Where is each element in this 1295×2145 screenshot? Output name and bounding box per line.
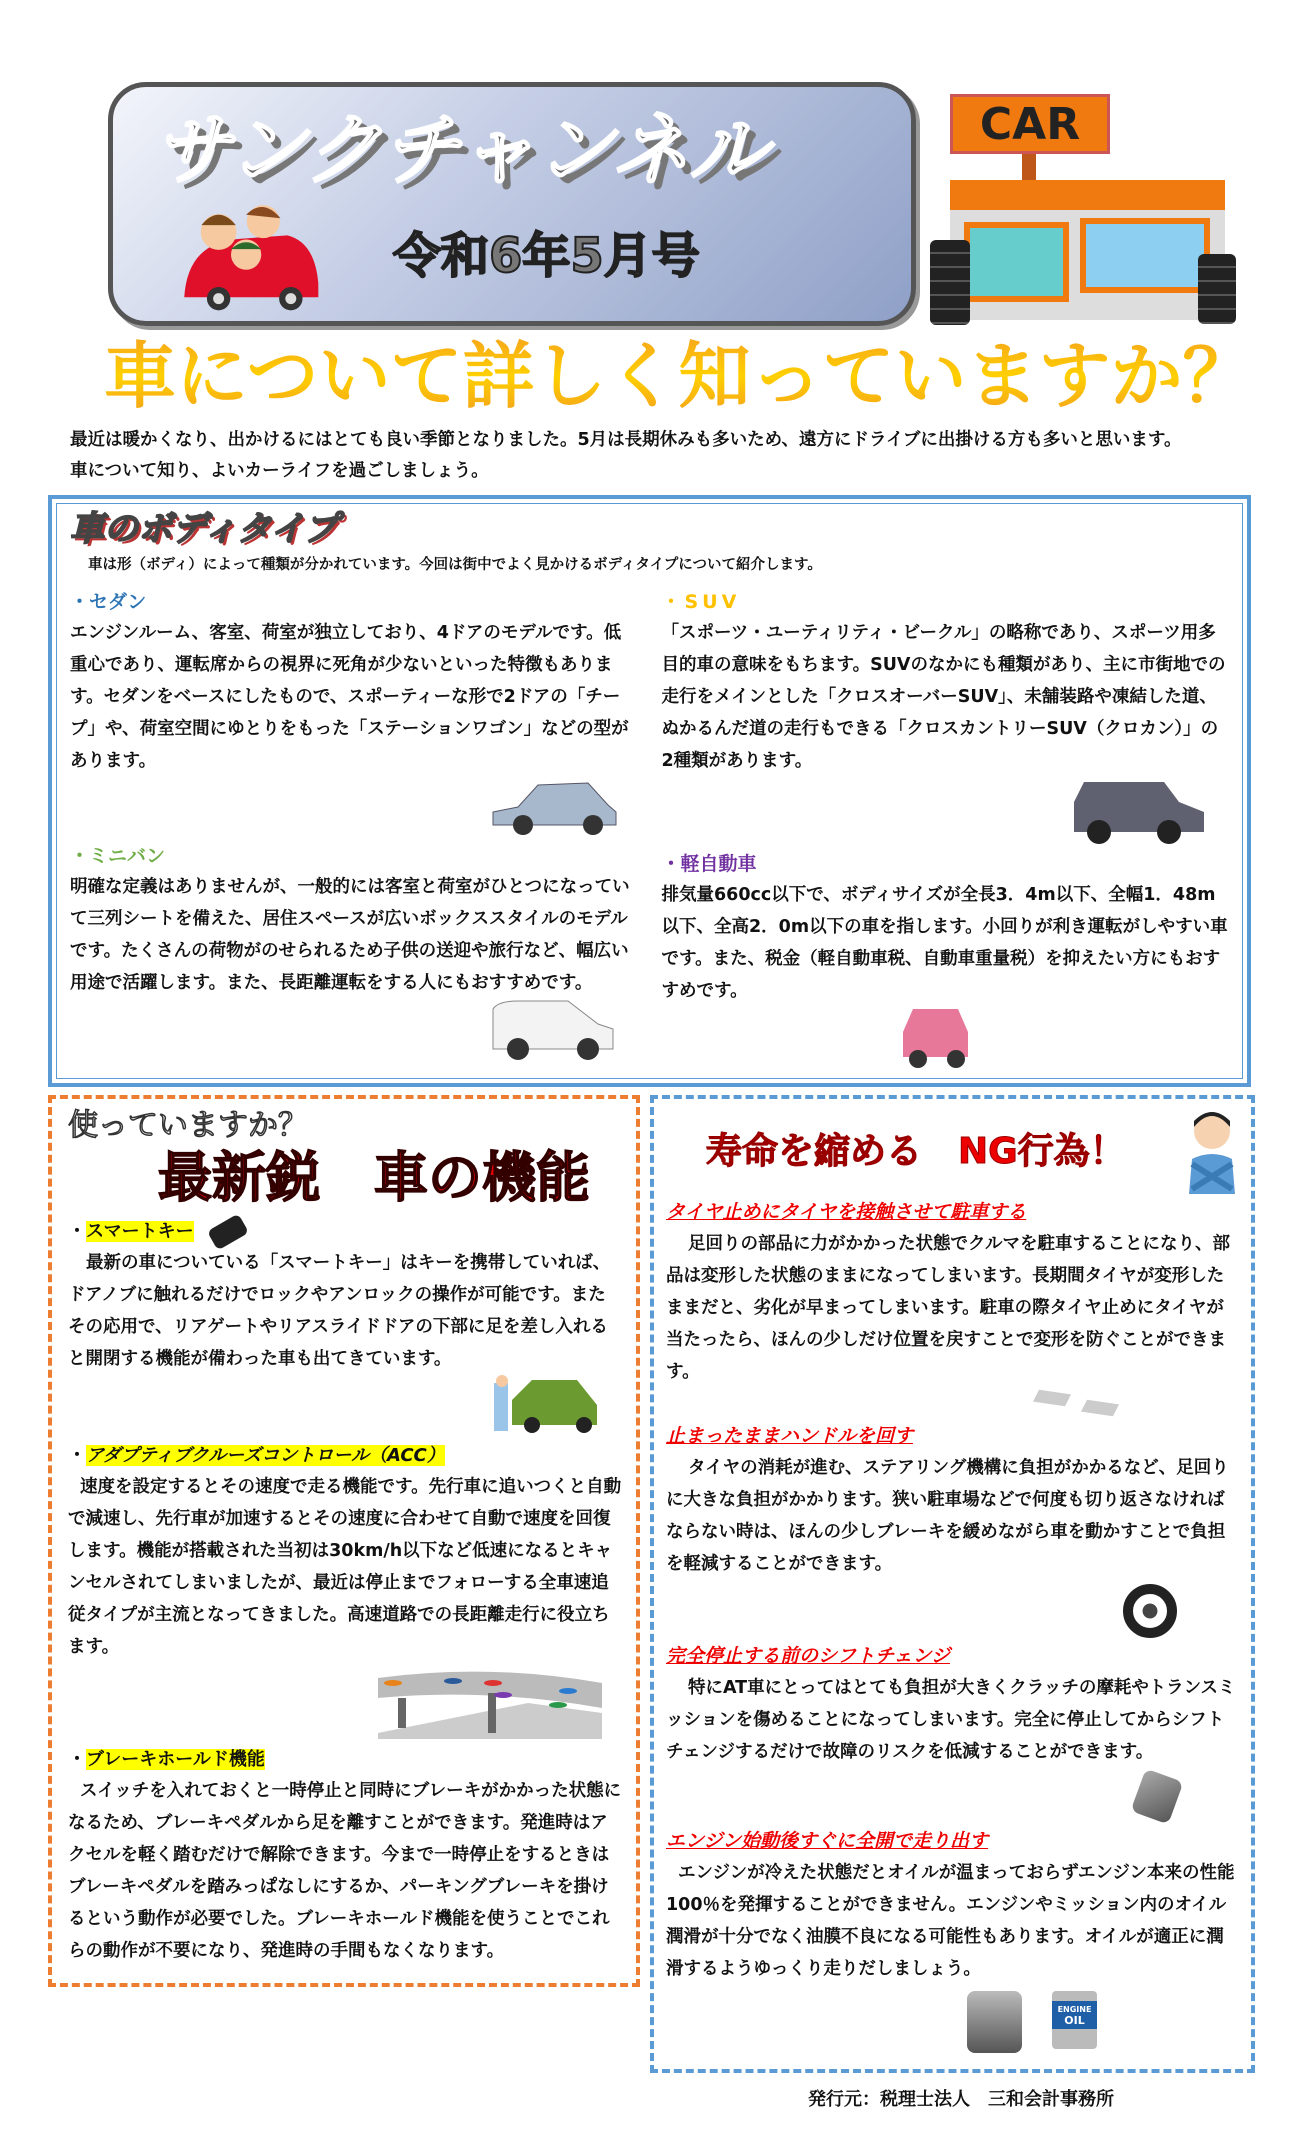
banner-row [153,201,881,311]
ng-item-shift-text: 特にAT車にとってはとても負担が大きくクラッチの摩耗やトランスミッションを傷めることになってしまいます。完全に停止してからシフトチェンジするだけで故障のリスクを低減することができます。 [666,1678,1236,1762]
features-heading: 最新鋭 車の機能 [158,1146,590,1209]
ng-heading: 寿命を縮める NG行為！ [706,1130,1126,1172]
brake-hold-text: スイッチを入れておくと一時停止と同時にブレーキがかかった状態になるため、ブレーキペダルから足を離すことができます。発進時はアクセルを軽く踏むだけで解除できます。今まで一時停止をするときはブレーキペダルを踏みっぱなしにするか、パーキングブレーキを掛けるという動作が必要でした。ブレーキホールド機能を使うことでこれらの動作が不要になり、発進時の手間もなくなります。 [68,1781,622,1961]
kei-car-image-row [662,1007,1230,1069]
latest-features-section [48,1095,640,1987]
person-crossed-arms-icon [1187,1109,1237,1194]
car-shop-illustration [930,94,1240,326]
sign-pole [1022,154,1036,180]
lower-sections [48,1095,1251,2073]
features-kicker: 使っていますか？ [68,1108,308,1143]
tire-stopper-icon [1033,1390,1071,1407]
acc-text: 速度を設定するとその速度で走る機能です。先行車に追いつくと自動で減速し、先行車が加速するとその速度に合わせて自動で速度を回復します。機能が搭載された当初は30km/h以下など低速になるとキャンセルされてしまいましたが、最近は停止までフォローする全車速追従タイプが主流となってきました。高速道路での長距離走行に役立ちます。 [68,1477,622,1657]
acc-heading: ・アダプティブクルーズコントロール（ACC） [68,1445,445,1466]
suv-car-illustration [1069,777,1209,845]
engine-oil-can-icon [1052,1991,1097,2049]
issue-date: 令和6年5月号 [393,228,700,284]
minivan-car-illustration [488,999,618,1061]
suv-text: 「スポーツ・ユーティリティ・ビークル」の略称であり、スポーツ用多目的車の意味をもちます。SUVのなかにも種類があり、主に市街地での走行をメインとした「クロスオーバーSUV」、未舗装路や凍結した道、ぬかるんだ道の走行もできる「クロスカントリーSUV（クロカン）」の2種類があります。 [661,623,1226,771]
minivan-heading: ・ミニバン [70,845,166,867]
ng-item-steering-title: 止まったままハンドルを回す [666,1425,914,1447]
smart-key-text: 最新の車についている「スマートキー」はキーを携帯していれば、ドアノブに触れるだけでロックやアンロックの操作が可能です。またその応用で、リアゲートやリアスライドドアの下部に足を差し入れると開閉する機能が備わった車も出てきています。 [68,1253,611,1369]
ng-actions-section [650,1095,1255,2073]
oil-label-engine: ENGINE [1057,2005,1092,2014]
car-shop-building [950,180,1225,320]
tire-stopper-icon [1081,1400,1119,1417]
sedan-text: エンジンルーム、客室、荷室が独立しており、4ドアのモデルです。低重心であり、運転席からの視界に死角が少ないといった特徴もあります。セダンをベースにしたもので、スポーティーな形で2ドアの「チープ」や、荷室空間にゆとりをもった「ステーションワゴン」などの型があります。 [70,623,629,771]
family-car-illustration [153,201,353,311]
body-types-right-column [662,583,1230,1069]
minivan-image-row [70,999,638,1061]
engine-image-row [666,1985,1237,2053]
body-types-heading: 車のボディタイプ [70,509,338,549]
person-smart-key-car-illustration [492,1375,602,1435]
ng-header-row [666,1109,1237,1194]
sedan-image-row [70,777,638,837]
body-types-left-column [70,583,638,1069]
smart-key-image-row [68,1375,622,1435]
car-shop-sign: CAR [950,94,1110,154]
suv-heading: ・SUV [661,591,741,613]
body-types-section [48,495,1251,1087]
tire-stack-icon [1198,254,1236,324]
ng-item-engine-text: エンジンが冷えた状態だとオイルが温まっておらずエンジン本来の性能100％を発揮することができません。エンジンやミッション内のオイル潤滑が十分でなく油膜不良になる可能性もあります。オイルが適正に潤滑するようゆっくり走りだしましょう。 [666,1863,1235,1979]
ng-item-engine-title: エンジン始動後すぐに全開で走り出す [666,1830,989,1852]
minivan-text: 明確な定義はありませんが、一般的には客室と荷室がひとつになっていて三列シートを備えた、居住スペースが広いボックススタイルのモデルです。たくさんの荷物がのせられるため子供の送迎や旅行など、幅広い用途で活躍します。また、長距離運転をする人にもおすすめです。 [70,877,630,993]
gear-shift-icon [1131,1769,1184,1825]
sedan-heading: ・セダン [70,591,147,613]
steering-wheel-icon [1123,1584,1177,1638]
newsletter-title: サンクチャンネル [153,106,767,196]
highway-image-row [68,1663,622,1739]
gear-shift-image-row [666,1768,1237,1823]
body-types-lead: 車は形（ボディ）によって種類が分かれています。今回は街中でよく見かけるボディタイプについて紹介します。 [88,557,822,573]
intro-paragraph: 最近は暖かくなり、出かけるにはとても良い季節となりました。5月は長期休みも多いため、遠方にドライブに出掛ける方も多いと思います。 [70,430,1182,450]
kei-car-heading: ・軽自動車 [661,853,757,875]
steering-image-row [666,1580,1237,1638]
suv-image-row [662,777,1230,845]
ng-item-steering-text: タイヤの消耗が進む、ステアリング機構に負担がかかるなど、足回りに大きな負担がかかります。狭い駐車場などで何度も切り返さなければならない時は、ほんの少しブレーキを緩めながら車を動かすことで負担を軽減することができます。 [666,1458,1229,1574]
sedan-car-illustration [488,777,618,837]
kei-car-illustration [898,1007,973,1069]
kei-car-text: 排気量660cc以下で、ボディサイズが全長3．4m以下、全幅1．48m以下、全高2．0m以下の車を指します。小回りが利き運転がしやすい車です。また、税金（軽自動車税、自動車重量税）を抑えたい方にもおすすめです。 [661,885,1228,1001]
ng-item-tire-stop-text: 足回りの部品に力がかかった状態でクルマを駐車することになり、部品は変形した状態のままになってしまいます。長期間タイヤが変形したままだと、劣化が早まってしまいます。駐車の際タイヤ止めにタイヤが当たったら、ほんの少しだけ位置を戻すことで変形を防ぐことができます。 [666,1234,1230,1382]
intro-closing: 車について知り、よいカーライフを過ごしましょう。 [70,461,489,481]
brake-hold-heading: ・ブレーキホールド機能 [68,1749,265,1770]
oil-label-oil: OIL [1064,2014,1085,2027]
engine-icon [967,1991,1022,2053]
tire-stack-icon [930,240,970,325]
highway-illustration [378,1663,602,1739]
masthead [48,0,1251,326]
smart-key-icon [207,1213,249,1250]
ng-item-shift-title: 完全停止する前のシフトチェンジ [666,1645,950,1667]
smart-key-heading: ・スマートキー [68,1217,622,1247]
main-headline: 車について詳しく知っていますか？ [104,330,1251,422]
body-types-columns [70,583,1229,1069]
tire-stopper-image-row [666,1388,1237,1418]
publisher-footer: 発行元：税理士法人 三和会計事務所 [808,2089,1114,2110]
ng-item-tire-stop-title: タイヤ止めにタイヤを接触させて駐車する [666,1201,1027,1223]
masthead-banner [108,82,916,326]
